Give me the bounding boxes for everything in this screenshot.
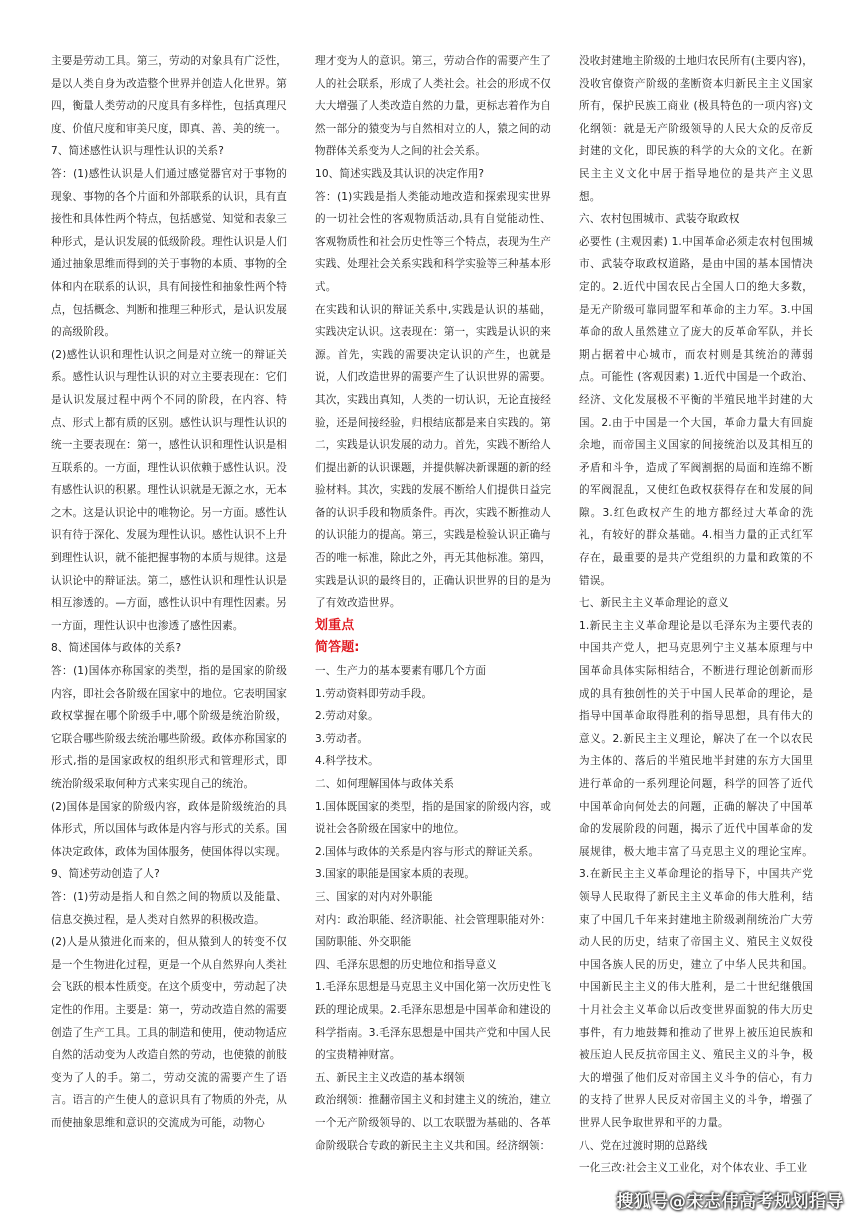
watermark: 搜狐号@宋志伟高考规划指导 <box>616 1192 844 1212</box>
section-heading: 七、新民主主义革命理论的意义 <box>579 597 729 610</box>
paragraph: 答：(1)劳动是指人和自然之间的物质以及能量、信息交换过程，是人类对自然界的积极改造。 <box>51 890 287 926</box>
paragraph: (2)国体是国家的阶级内容，政体是阶级统治的具体形式，所以国体与政体是内容与形式的关系。国体决定政体，政体为国体服务，使国体得以实现。 <box>51 800 287 858</box>
list-item: 1.国体既国家的类型，指的是国家的阶级内容，或说社会各阶级在国家中的地位。 <box>315 800 551 836</box>
list-item: 3.劳动者。 <box>315 732 369 745</box>
question-heading: 10、简述实践及其认识的决定作用? <box>315 167 485 180</box>
highlight-subtitle: 简答题: <box>315 640 360 656</box>
text-column-right <box>579 50 813 1180</box>
text-column-middle <box>315 50 551 1157</box>
paragraph: 答：(1)感性认识是人们通过感觉器官对于事物的现象、事物的各个片面和外部联系的认识，具有直接性和具体性两个特点，包括感觉、知觉和表象三种形式，是认识发展的低级阶段。理性认识是人们通过抽象思维而得到的关于事物的本质、事物的全体和内在联系的认识，具有间接性和抽象性两个特点，包括概念、判断和推理三种形式，是认识发展的高级阶段。 <box>51 167 287 339</box>
paragraph: 主要是劳动工具。第三，劳动的对象具有广泛性，是以人类自身为改造整个世界并创造人化世界。第四，衡量人类劳动的尺度具有多样性，包括真理尺度、价值尺度和审美尺度，即真、善、美的统一。 <box>51 55 287 135</box>
section-heading: 一、生产力的基本要素有哪几个方面 <box>315 665 487 678</box>
highlight-title: 划重点 <box>315 617 355 633</box>
text-column-left <box>51 50 287 1135</box>
paragraph: 答：(1)实践是指人类能动地改造和探索现实世界的一切社会性的客观物质活动,具有自觉能动性、客观物质性和社会历史性等三个特点，表现为生产实践、处理社会关系实践和科学实验等三种基本形式。 <box>315 190 551 293</box>
paragraph: 理才变为人的意识。第三，劳动合作的需要产生了人的社会联系，形成了人类社会。社会的形成不仅大大增强了人类改造自然的力量，更标志着作为自然一部分的猿变为与自然相对立的人，猿之间的动物群体关系变为人之间的社会关系。 <box>315 55 551 158</box>
paragraph: 政治纲领：推翻帝国主义和封建主义的统治，建立一个无产阶级领导的、以工农联盟为基础的、各革命阶级联合专政的新民主主义共和国。经济纲领： <box>315 1094 551 1152</box>
list-item: 2.劳动对象。 <box>315 710 379 723</box>
paragraph: 对内：政治职能、经济职能、社会管理职能对外：国防职能、外交职能 <box>315 913 551 949</box>
paragraph: 答：(1)国体亦称国家的类型，指的是国家的阶级内容，即社会各阶级在国家中的地位。它表明国家政权掌握在哪个阶级手中,哪个阶级是统治阶级，它联合哪些阶级去统治哪些阶级。政体亦称国家的形式,指的是国家政权的组织形式和管理形式，即统治阶级采取何种方式来实现自己的统治。 <box>51 665 287 790</box>
list-item: 4.科学技术。 <box>315 755 379 768</box>
section-heading: 八、党在过渡时期的总路线 <box>579 1139 708 1152</box>
section-heading: 四、毛泽东思想的历史地位和指导意义 <box>315 958 497 971</box>
paragraph: (2)人是从猿进化而来的，但从猿到人的转变不仅是一个生物进化过程，更是一个从自然界向人类社会飞跃的根本性质变。在这个质变中，劳动起了决定性的作用。主要是：第一，劳动改造自然的需要创造了生产工具。工具的制造和使用，使动物适应自然的活动变为人改造自然的劳动，也使猿的前肢变为了人的手。第二，劳动交流的需要产生了语言。语言的产生使人的意识具有了物质的外壳，从而使抽象思维和意识的交流成为可能，动物心 <box>51 936 287 1129</box>
list-item: 1.劳动资料即劳动手段。 <box>315 687 433 700</box>
paragraph: 必要性 (主观因素) 1.中国革命必须走农村包围城市、武装夺取政权道路，是由中国的基本国情决定的。2.近代中国农民占全国人口的绝大多数，是无产阶级可靠同盟军和革命的主力军。3.中国革命的敌人虽然建立了庞大的反革命军队，并长期占据着中心城市，而农村则是其统治的薄弱点。可能性 (客观因素) 1.近代中国是一个政治、经济、文化发展极不平衡的半殖民地半封建的大国。2.由于中国是一个大国，革命力量大有回旋余地，而帝国主义国家的间接统治以及其相互的矛盾和斗争，造成了军阀割据的局面和连绵不断的军阀混乱，又使红色政权获得存在和发展的间隙。3.红色政权产生的地方都经过大革命的洗礼，有较好的群众基础。4.相当力量的正式红军存在，最重要的是共产党组织的力量和政策的不错误。 <box>579 235 813 587</box>
paragraph: 1.毛泽东思想是马克思主义中国化第一次历史性飞跃的理论成果。2.毛泽东思想是中国革命和建设的科学指南。3.毛泽东思想是中国共产党和中国人民的宝贵精神财富。 <box>315 981 551 1062</box>
section-heading: 三、国家的对内对外职能 <box>315 890 433 903</box>
question-heading: 7、简述感性认识与理性认识的关系? <box>51 145 224 158</box>
list-item: 2.国体与政体的关系是内容与形式的辩证关系。 <box>315 845 540 858</box>
section-heading: 二、如何理解国体与政体关系 <box>315 778 455 790</box>
question-heading: 8、简述国体与政体的关系? <box>51 642 182 655</box>
paragraph: 一化三改:社会主义工业化，对个体农业、手工业 <box>579 1162 808 1175</box>
paragraph: (2)感性认识和理性认识之间是对立统一的辩证关系。感性认识与理性认识的对立主要表现在：它们是认识发展过程中两个不同的阶段，在内容、特点、形式上都有质的区别。感性认识与理性认识的统一主要表现在：第一，感性认识和理性认识是相互联系的。一方面，理性认识依赖于感性认识。没有感性认识的积累。理性认识就是无源之水，无本之木。这是认识论中的唯物论。另一方面。感性认识有待于深化、发展为理性认识。感性认识不上升到理性认识，就不能把握事物的本质与规律。这是认识论中的辩证法。第二，感性认识和理性认识是相互渗透的。—方面，感性认识中有理性因素。另一方面，理性认识中也渗透了感性因素。 <box>51 348 287 632</box>
section-heading: 五、新民主主义改造的基本纲领 <box>315 1071 465 1084</box>
section-heading: 六、农村包围城市、武装夺取政权 <box>579 213 740 226</box>
paragraph: 在实践和认识的辩证关系中,实践是认识的基础，实践决定认识。这表现在：第一，实践是认识的来源。首先，实践的需要决定认识的产生，也就是说，人们改造世界的需要产生了认识世界的需要。其次，实践出真知，人类的一切认识，无论直接经验，还是间接经验，归根结底都是来自实践的。第二，实践是认识发展的动力。首先，实践不断给人们提出新的认识课题，并提供解决新课题的新的经验材料。其次，实践的发展不断给人们提供日益完备的认识手段和物质条件。再次，实践不断推动人的认识能力的提高。第三，实践是检验认识正确与否的唯一标准，除此之外，再无其他标准。第四，实践是认识的最终目的，正确认识世界的目的是为了有效改造世界。 <box>315 303 551 610</box>
question-heading: 9、简述劳动创造了人? <box>51 868 160 881</box>
list-item: 3.国家的职能是国家本质的表现。 <box>315 868 476 881</box>
paragraph: 没收封建地主阶级的土地归农民所有(主要内容)，没收官僚资产阶级的垄断资本归新民主主义国家所有，保护民族工商业 (极具特色的一项内容)文化纲领：就是无产阶级领导的人民大众的反帝反封建的文化，即民族的科学的大众的文化。在新民主主义文化中居于指导地位的是共产主义思想。 <box>579 55 813 203</box>
paragraph: 1.新民主主义革命理论是以毛泽东为主要代表的中国共产党人，把马克思列宁主义基本原理与中国革命具体实际相结合，不断进行理论创新而形成的具有独创性的关于中国人民革命的理论，是指导中国革命取得胜利的指导思想，具有伟大的意义。2.新民主主义理论，解决了在一个以农民为主体的、落后的半殖民地半封建的东方大国里进行革命的一系列理论问题，科学的回答了近代中国革命向何处去的问题，正确的解决了中国革命的发展阶段的问题，揭示了近代中国革命的发展规律，极大地丰富了马克思主义的理论宝库。3.在新民主主义革命理论的指导下，中国共产党领导人民取得了新民主主义革命的伟大胜利，结束了中国几千年来封建地主阶级剥削统治广大劳动人民的历史，结束了帝国主义、殖民主义奴役中国各族人民的历史，建立了中华人民共和国。中国新民主主义的伟大胜利，是二十世纪继俄国十月社会主义革命以后改变世界面貌的伟大历史事件，有力地鼓舞和推动了世界上被压迫民族和被压迫人民反抗帝国主义、殖民主义的斗争，极大的增强了他们反对帝国主义斗争的信心，有力的支持了世界人民反对帝国主义的斗争，增强了世界人民争取世界和平的力量。 <box>579 619 813 1129</box>
